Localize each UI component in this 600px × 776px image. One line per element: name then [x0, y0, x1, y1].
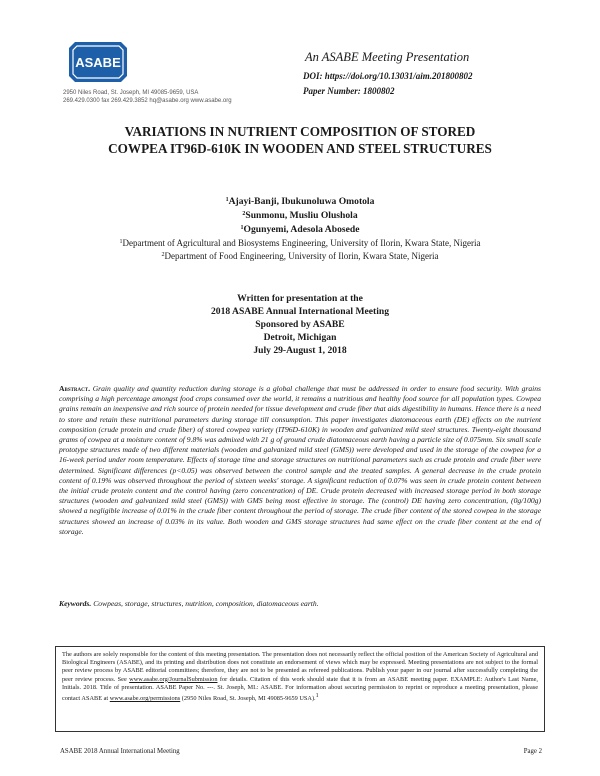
author: $^2$Sunmonu, Musliu Olushola — [242, 210, 358, 221]
disclaimer-box: The authors are solely responsible for the content of this meeting presentation. The presentation does not necessarily reflect the official position of the American Society of Agricultural and Biological Engineers (ASABE), and its printing and distribution does not constitute an endorsement of views which may be expressed. Meeting presentations are not subject to the formal peer review process by ASABE editorial committees; therefore, they are not to be presented as refereed publications. Publish your paper in our journal after successfully completing the peer review process. See www.asabe.org/JournalSubmission for details. Citation of this work should state that it is from an ASABE meeting paper. EXAMPLE: Author's Last Name, Initials. 2018. Title of presentation. ASABE Paper No. ---. St. Joseph, MI.: ASABE. For information about securing permission to reprint or reproduce a meeting presentation, please contact ASABE at www.asabe.org/permissions (2950 Niles Road, St. Joseph, MI 49085-9659 USA).$^1$ — [55, 646, 545, 732]
address-line-2: 269.429.0300 fax 269.429.3852 hq@asabe.org www.asabe.org — [63, 98, 232, 104]
address-line-1: 2950 Niles Road, St. Joseph, MI 49085-9659, USA — [63, 90, 199, 96]
paper-number: Paper Number: 1800802 — [303, 86, 395, 96]
author-list — [0, 194, 600, 236]
keywords-text: Cowpeas, storage, structures, nutrition, composition, diatomaceous earth. — [93, 599, 319, 608]
journal-submission-link[interactable]: www.asabe.org/JournalSubmission — [129, 675, 218, 683]
abstract — [59, 384, 541, 537]
page-number: Page 2 — [523, 748, 542, 755]
keywords-label: Keywords. — [59, 599, 92, 608]
header — [57, 34, 557, 114]
affiliation: $^1$Department of Agricultural and Biosystems Engineering, University of Ilorin, Kwara State, Nigeria — [119, 238, 481, 248]
keywords — [59, 599, 541, 609]
presentation-info: Written for presentation at the 2018 ASABE Annual International Meeting Sponsored by ASABE Detroit, Michigan July 29-August 1, 2018 — [210, 293, 390, 356]
abstract-label: Abstract. — [59, 384, 91, 393]
author: $^1$Ogunyemi, Adesola Abosede — [240, 224, 360, 235]
abstract-text: Grain quality and quantity reduction during storage is a global challenge that must be addressed in order to ensure food security. With grains comprising a high percentage amongst food crops consumed over the world, it remains a nutritious and healthy food source for all population types. Cowpea grains remain an inexpensive and rich source of protein needed for tissue development and crude fiber that aids digestibility in humans. Hence there is a need to store and retain these nutritional parameters during storage till consumption. This paper investigates diatomaceous earth (DE) effects on the nutrient composition (crude protein and crude fiber) of stored cowpea variety (IT96D-610K) in wooden and galvanized mild steel structures. Twenty-eight thousand grams of cowpea at a moisture content of 9.8% was admixed with 21 g of ground crude diatomaceous earth having a particle size of 0.075mm. Six small scale prototype structures made of two different materials (wooden and galvanized mild steel (GMS)) were developed and used in the storage of the cowpea for a 16-week period under room temperature. Effects of storage time and storage structures on nutritional parameters such as crude protein and crude fiber were determined. Significant differences (p<0.05) was observed between the control sample and the treated samples. A general decrease in the crude protein content of 0.19% was observed throughout the period of sixteen weeks' storage. A significant reduction of 0.07% was seen in crude protein content between the initial crude protein content and the control having (zero concentration) of DE. Crude protein decreased with increased storage period in both storage structures (wooden and galvanized mild steel (GMS)) with GMS being most effective in storage. The (control) DE having zero concentration, (0g/100g) showed a negligible increase of 0.01% in the crude fiber content throughout the period of storage. The crude fiber content of the stored cowpea in the storage structures showed an increase of 0.03% in its value. Both wooden and GMS storage structures had same effect on the crude fiber content at the end of storage. — [59, 384, 541, 536]
logo-text: ASABE — [75, 55, 121, 70]
doi[interactable]: DOI: https://doi.org/10.13031/aim.201800802 — [303, 71, 473, 81]
presentation-label: An ASABE Meeting Presentation — [305, 50, 470, 64]
logo-address — [63, 89, 232, 105]
permissions-link[interactable]: www.asabe.org/permissions — [109, 695, 181, 703]
affiliation: $^2$Department of Food Engineering, University of Ilorin, Kwara State, Nigeria — [161, 251, 439, 261]
paper-title: VARIATIONS IN NUTRIENT COMPOSITION OF STORED COWPEA IT96D-610K IN WOODEN AND STEEL STRUCTURES — [108, 124, 492, 156]
footer-meeting: ASABE 2018 Annual International Meeting — [60, 748, 180, 755]
affiliations — [0, 236, 600, 262]
author: $^1$Ajayi-Banji, Ibukunoluwa Omotola — [225, 196, 375, 207]
asabe-logo — [65, 38, 131, 86]
